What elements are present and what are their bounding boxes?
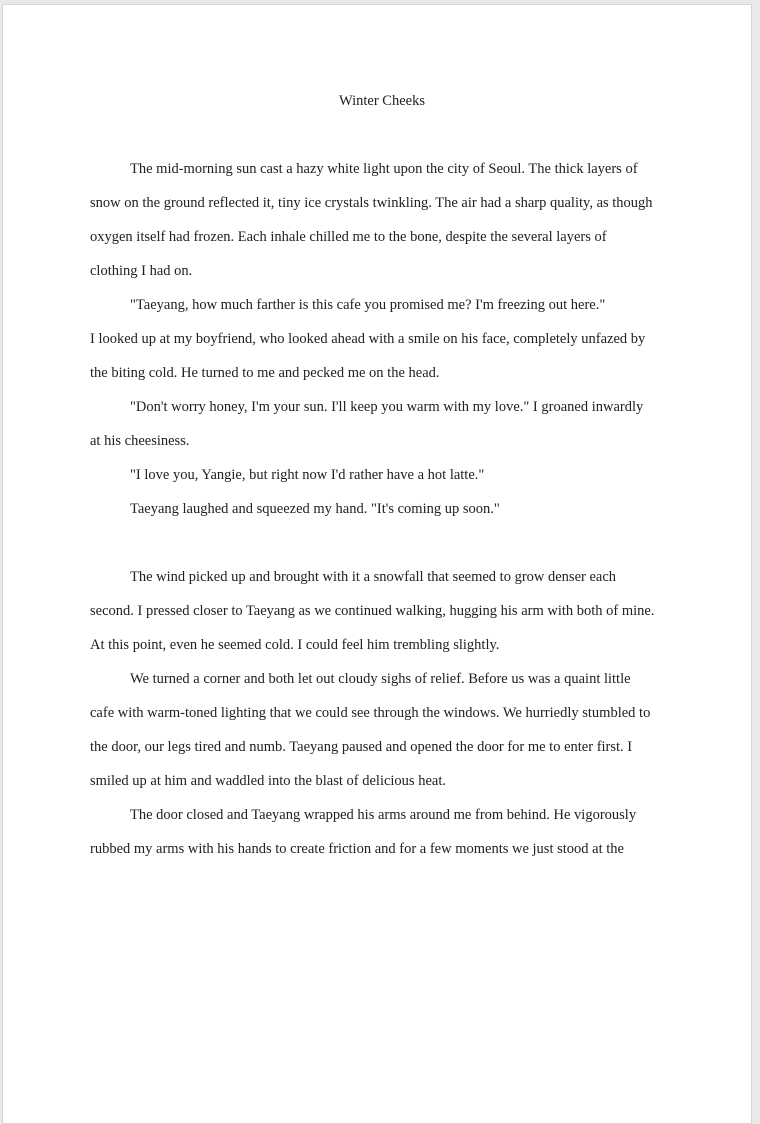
text-line: The door closed and Taeyang wrapped his arms around me from behind. He vigorously [130, 807, 637, 823]
text-line: at his cheesiness. [90, 433, 190, 449]
text-line: cafe with warm-toned lighting that we could see through the windows. We hurriedly stumbled to [90, 705, 651, 721]
text-line: The mid-morning sun cast a hazy white light upon the city of Seoul. The thick layers of [130, 161, 638, 177]
text-line: oxygen itself had frozen. Each inhale chilled me to the bone, despite the several layers of [90, 229, 607, 245]
text-line: "Taeyang, how much farther is this cafe you promised me? I'm freezing out here." [130, 297, 606, 313]
text-line: The wind picked up and brought with it a snowfall that seemed to grow denser each [130, 569, 617, 585]
text-line: the biting cold. He turned to me and pecked me on the head. [90, 365, 440, 381]
text-line: At this point, even he seemed cold. I could feel him trembling slightly. [90, 637, 500, 653]
paragraph [90, 458, 674, 492]
text-line: clothing I had on. [90, 263, 193, 279]
text-line: the door, our legs tired and numb. Taeyang paused and opened the door for me to enter first. I [90, 739, 633, 755]
text-line: "I love you, Yangie, but right now I'd rather have a hot latte." [130, 467, 485, 483]
text-line: second. I pressed closer to Taeyang as we continued walking, hugging his arm with both of mine. [90, 603, 655, 619]
text-line: Taeyang laughed and squeezed my hand. "It's coming up soon." [130, 501, 500, 517]
text-line: snow on the ground reflected it, tiny ice crystals twinkling. The air had a sharp quality, as though [90, 195, 653, 211]
document-body [90, 152, 674, 866]
paragraph [90, 560, 674, 662]
paragraph [90, 662, 674, 798]
text-line: We turned a corner and both let out cloudy sighs of relief. Before us was a quaint little [130, 671, 631, 687]
paragraph [90, 288, 674, 390]
document-page [2, 4, 752, 1124]
paragraph [90, 390, 674, 458]
paragraph [90, 152, 674, 288]
paragraph [90, 798, 674, 866]
document-title: Winter Cheeks [339, 93, 425, 109]
text-line: "Don't worry honey, I'm your sun. I'll keep you warm with my love." I groaned inwardly [130, 399, 644, 415]
text-line: rubbed my arms with his hands to create friction and for a few moments we just stood at the [90, 841, 624, 857]
paragraph [90, 492, 674, 526]
document-content [90, 84, 674, 866]
text-line: I looked up at my boyfriend, who looked ahead with a smile on his face, completely unfazed by [90, 331, 646, 347]
text-line: smiled up at him and waddled into the blast of delicious heat. [90, 773, 446, 789]
